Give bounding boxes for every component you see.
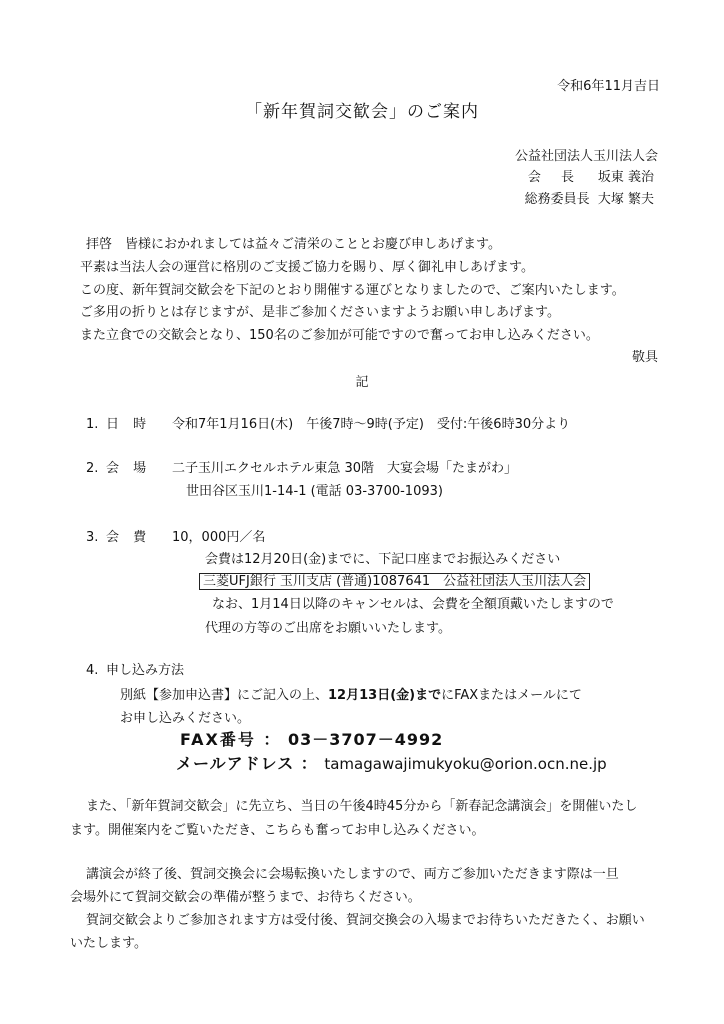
issue-date: 令和6年11月吉日 — [557, 79, 660, 94]
bank-account-box: 三菱UFJ銀行 玉川支店 (普通)1087641 公益社団法人玉川法人会 — [199, 573, 590, 590]
item-label-apply: 申し込み方法 — [106, 663, 185, 678]
apply-instruction-2: お申し込みください。 — [120, 711, 251, 726]
lecture-note-2: ます。開催案内をご覧いただき、こちらも奮ってお申し込みください。 — [70, 823, 485, 838]
committee-name: 大塚 繁夫 — [597, 192, 654, 207]
wait-note-2: いたします。 — [70, 936, 147, 951]
item-value-datetime: 令和7年1月16日(木) 午後7時～9時(予定) 受付:午後6時30分より — [172, 417, 571, 432]
document-title: 「新年賀詞交歓会」のご案内 — [245, 102, 479, 122]
intro-line-5: また立食での交歓会となり、150名のご参加が可能ですので奮ってお申し込みください。 — [80, 328, 599, 343]
mail-line — [176, 756, 607, 772]
venue-address: 世田谷区玉川1-14-1 (電話 03-3700-1093) — [186, 484, 443, 499]
cancel-note-2: 代理の方等のご出席をお願いいたします。 — [205, 621, 451, 636]
fax-number: 03－3707－4992 — [287, 730, 444, 749]
intro-line-4: ご多用の折りとは存じますが、是非ご参加くださいますようお願い申しあげます。 — [80, 305, 560, 320]
intro-line-1: 拝啓 皆様におかれましては益々ご清栄のこととお慶び申しあげます。 — [86, 237, 501, 252]
ki-heading: 記 — [355, 375, 369, 390]
apply-deadline: 12月13日(金)まで — [328, 688, 442, 703]
apply-text-c: にFAXまたはメールにて — [441, 688, 582, 703]
item-label-venue: 会 場 — [106, 461, 152, 476]
apply-text-a: 別紙【参加申込書】にご記入の上、 — [120, 688, 329, 703]
item-value-venue: 二子玉川エクセルホテル東急 30階 大宴会場「たまがわ」 — [172, 461, 518, 476]
closing-keigu: 敬具 — [631, 350, 658, 365]
committee-role: 総務委員長 — [524, 192, 590, 207]
intro-line-2: 平素は当法人会の運営に格別のご支援ご協力を賜り、厚く御礼申しあげます。 — [80, 260, 534, 275]
item-number-2: 2. — [86, 461, 99, 476]
lecture-note-1: また、「新年賀詞交歓会」に先立ち、当日の午後4時45分から「新春記念講演会」を開催いたし — [86, 799, 638, 814]
president-name: 坂東 義治 — [597, 170, 654, 185]
fee-deadline: 会費は12月20日(金)までに、下記口座までお振込みください — [205, 552, 561, 567]
item-number-1: 1. — [86, 417, 99, 432]
item-label-datetime: 日 時 — [106, 417, 152, 432]
mail-label: メールアドレス ： — [176, 754, 318, 773]
fax-label: FAX番号 ： — [180, 730, 282, 749]
mail-address[interactable]: tamagawajimukyoku@orion.ocn.ne.jp — [324, 755, 607, 773]
president-role: 会 長 — [527, 170, 582, 185]
organization-name: 公益社団法人玉川法人会 — [514, 149, 658, 164]
president-line — [528, 171, 654, 184]
item-value-fee: 10，000円／名 — [172, 530, 266, 545]
committee-line — [525, 193, 654, 206]
item-number-3: 3. — [86, 530, 99, 545]
wait-note-1: 賀詞交歓会よりご参加されます方は受付後、賀詞交換会の入場までお待ちいただきたく、お願い — [86, 913, 645, 928]
item-number-4: 4. — [86, 663, 99, 678]
cancel-note-1: なお、1月14日以降のキャンセルは、会費を全額頂戴いたしますので — [212, 597, 614, 612]
intro-line-3: この度、新年賀詞交歓会を下記のとおり開催する運びとなりましたので、ご案内いたします。 — [80, 283, 625, 298]
fax-line — [180, 732, 443, 748]
switch-note-2: 会場外にて賀詞交歓会の準備が整うまで、お待ちください。 — [70, 890, 421, 905]
apply-instruction-1 — [120, 689, 582, 702]
switch-note-1: 講演会が終了後、賀詞交換会に会場転換いたしますので、両方ご参加いただきます際は一旦 — [86, 867, 619, 882]
item-label-fee: 会 費 — [106, 530, 152, 545]
